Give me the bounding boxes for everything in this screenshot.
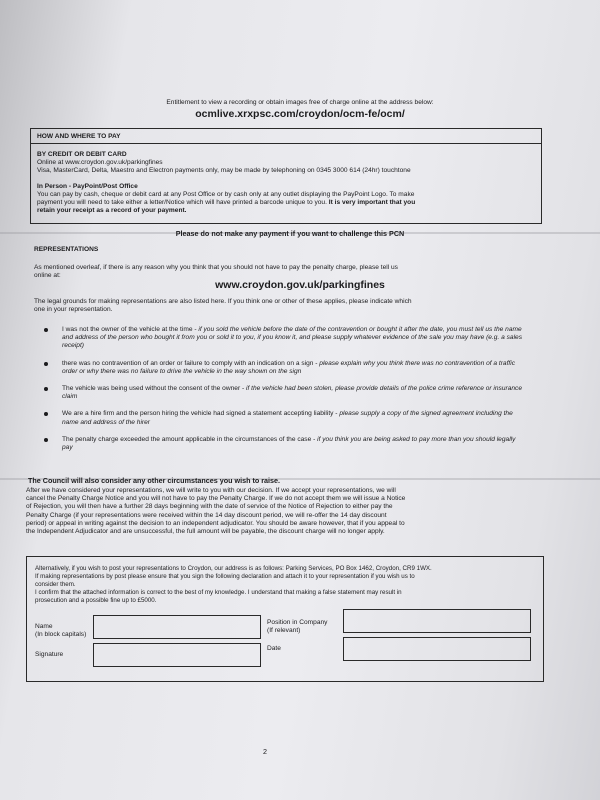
ocm-url[interactable]: ocmlive.xrxpsc.com/croydon/ocm-fe/ocm/ bbox=[195, 108, 405, 120]
bullet-dot-icon bbox=[44, 412, 48, 416]
ground-text: The penalty charge exceeded the amount applicable in the circumstances of the case - bbox=[62, 435, 316, 443]
parking-fines-url[interactable]: www.croydon.gov.uk/parkingfines bbox=[215, 279, 385, 291]
ground-text: there was no contravention of an order or failure to comply with an indication on a sign - bbox=[62, 359, 318, 367]
council-line: of Rejection, you will then have a further 28 days beginning with the date of service of the Notice of Rejection to either pay the bbox=[26, 503, 393, 511]
ground-text: The vehicle was being used without the consent of the owner - bbox=[62, 385, 245, 393]
council-line: After we have considered your representations, we will write to you with our decision. If we accept your representations, we will bbox=[26, 487, 396, 494]
ground-guidance: please supply a copy of the signed agreement including the name and address of the hirer bbox=[62, 410, 513, 426]
card-line-2: Visa, MasterCard, Delta, Maestro and Electron payments only, may be made by telephoning on 0345 3000 614 (24hr) touchtone bbox=[37, 167, 411, 174]
box-divider bbox=[31, 143, 541, 144]
date-label: Date bbox=[267, 645, 281, 652]
name-field[interactable] bbox=[93, 615, 261, 639]
page-number: 2 bbox=[263, 747, 267, 756]
ground-item bbox=[44, 326, 524, 351]
no-payment-notice: Please do not make any payment if you want to challenge this PCN bbox=[175, 229, 405, 238]
ground-item bbox=[44, 385, 524, 401]
council-paragraph bbox=[26, 487, 556, 536]
position-label: Position in Company bbox=[267, 619, 328, 626]
council-line: period) or appeal in writing against the decision to an independent adjudicator. You should be aware however, that if you appeal to bbox=[26, 519, 405, 527]
ground-text: We are a hire firm and the person hiring the vehicle had signed a statement accepting liability - bbox=[62, 410, 338, 418]
position-field[interactable] bbox=[343, 609, 531, 633]
postal-declaration-box bbox=[26, 556, 544, 682]
ground-guidance: please explain why you think there was no contravention of a traffic order or why there was no failure to drive the vehicle in the way shown on the sign bbox=[62, 359, 516, 375]
ground-guidance: if you think you are being asked to pay more than you should legally pay bbox=[62, 435, 516, 452]
in-person-line-3: retain your receipt as a record of your payment. bbox=[37, 207, 187, 214]
pay-box-title: HOW AND WHERE TO PAY bbox=[37, 133, 121, 140]
bullet-dot-icon bbox=[44, 328, 48, 332]
in-person-line-2a: payment you will need to take either a letter/Notice which will have printed a barcode unique to you. bbox=[37, 199, 327, 206]
bullet-dot-icon bbox=[44, 362, 48, 366]
how-to-pay-box bbox=[30, 128, 542, 224]
post-line-3: consider them. bbox=[35, 581, 76, 588]
in-person-line-1: You can pay by cash, cheque or debit card at any Post Office or by cash only at any outlet displaying the PayPoint Logo. To make bbox=[37, 191, 415, 198]
council-line: Penalty Charge (if your representations were received within the 14 day discount period, we will re-offer the 14 day discount bbox=[26, 511, 387, 519]
name-label: Name bbox=[35, 623, 53, 630]
grounds-list bbox=[44, 326, 524, 461]
position-sublabel: (If relevant) bbox=[267, 627, 301, 634]
declaration-line-1: I confirm that the attached information is correct to the best of my knowledge. I understand that making a false statement may result in bbox=[35, 589, 402, 596]
signature-label: Signature bbox=[35, 651, 64, 658]
declaration-line-2: prosecution and a possible fine up to £5000. bbox=[35, 597, 157, 604]
ground-guidance: if you sold the vehicle before the date of the contravention or bought it after the date, you must tell us the name and address of the person who bought it from you or sold it to you, if you know it, and please supply whatever evidence of the sale you may have (e.g. a sales receipt) bbox=[62, 326, 522, 350]
card-line-1: Online at www.croydon.gov.uk/parkingfines bbox=[37, 159, 163, 166]
ground-item bbox=[44, 360, 524, 376]
bullet-dot-icon bbox=[44, 438, 48, 442]
ground-guidance: if the vehicle had been stolen, please provide details of the police crime reference or insurance claim bbox=[62, 385, 523, 401]
representations-intro-2: online at: bbox=[34, 272, 61, 279]
council-heading: The Council will also consider any other circumstances you wish to raise. bbox=[28, 476, 281, 485]
legal-grounds-line-2: one in your representation. bbox=[34, 306, 113, 313]
ground-item bbox=[44, 436, 524, 452]
date-field[interactable] bbox=[343, 637, 531, 661]
card-heading: BY CREDIT OR DEBIT CARD bbox=[37, 151, 127, 158]
signature-field[interactable] bbox=[93, 643, 261, 667]
representations-intro-1: As mentioned overleaf, if there is any reason why you think that you should not have to pay the penalty charge, please tell us bbox=[34, 264, 398, 271]
bullet-dot-icon bbox=[44, 387, 48, 391]
entitlement-text: Entitlement to view a recording or obtain images free of charge online at the address below: bbox=[166, 99, 434, 106]
council-line: cancel the Penalty Charge Notice and you will not have to pay the Penalty Charge. If we do not accept them we will issue a Notice bbox=[26, 495, 406, 503]
representations-heading: REPRESENTATIONS bbox=[34, 246, 99, 253]
ground-item bbox=[44, 410, 524, 426]
in-person-line-2b: It is very important that you bbox=[326, 199, 416, 206]
in-person-heading: In Person - PayPoint/Post Office bbox=[37, 183, 138, 190]
in-person-line-2 bbox=[37, 199, 542, 207]
council-line: the Independent Adjudicator and are unsuccessful, the full amount will be payable, the discount charge will no longer apply. bbox=[26, 528, 385, 536]
name-sublabel: (In block capitals) bbox=[35, 631, 87, 638]
ground-text: I was not the owner of the vehicle at the time - bbox=[62, 326, 197, 333]
post-line-2: If making representations by post please ensure that you sign the following declaration and attach it to your representation if you wish us to bbox=[35, 573, 415, 580]
post-line-1: Alternatively, if you wish to post your representations to Croydon, our address is as follows: Parking Services, PO Box 1462, Croydon, CR9 1WX. bbox=[35, 565, 432, 572]
legal-grounds-line-1: The legal grounds for making representations are also listed here. If you think one or other of these applies, please indicate which bbox=[34, 298, 412, 305]
